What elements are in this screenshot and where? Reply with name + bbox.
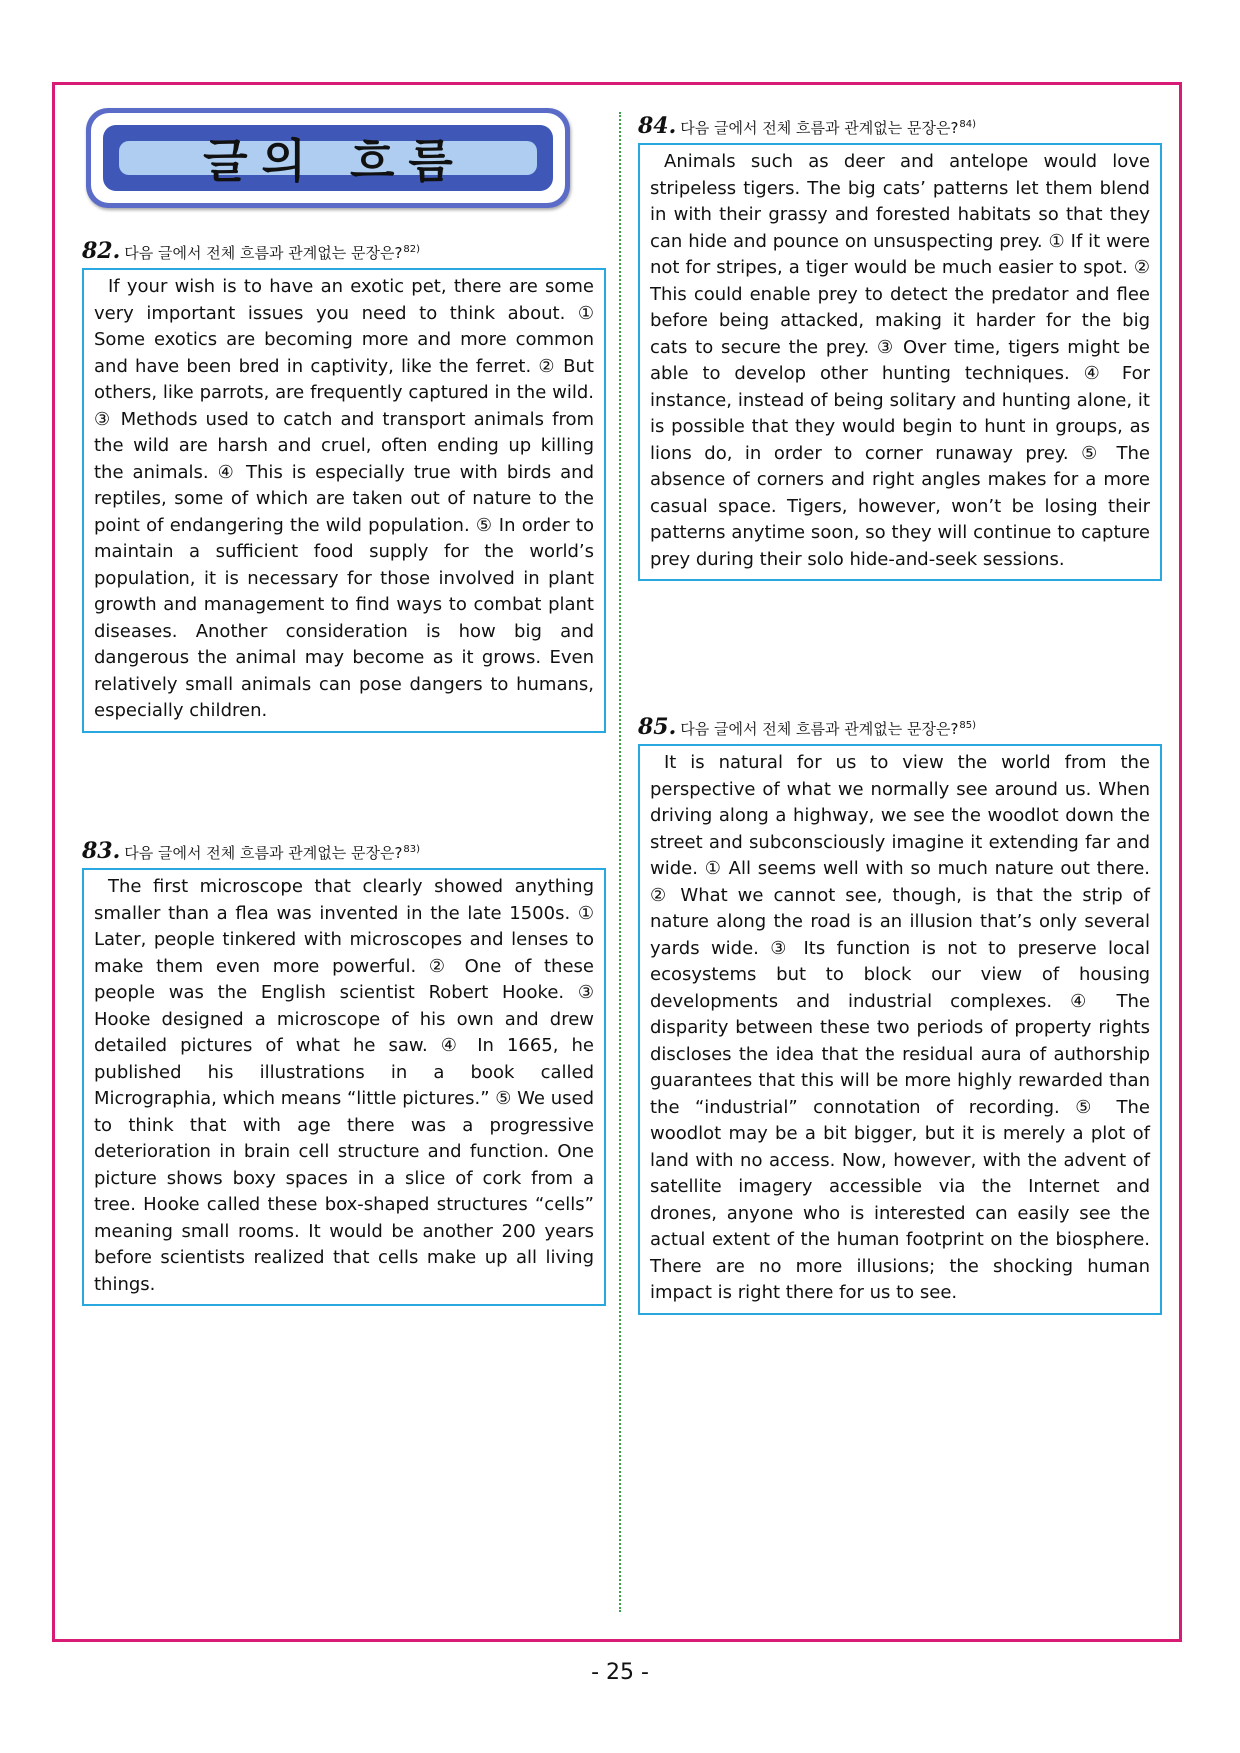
question-number: 85. [638,714,677,740]
question-85 [638,714,1162,1315]
question-number: 84. [638,113,677,139]
footnote-ref: 84) [959,119,977,130]
column-divider [619,112,621,1612]
question-prompt: 다음 글에서 전체 흐름과 관계없는 문장은?$^{84)}$ [680,119,977,137]
question-83 [82,838,606,1306]
section-banner [86,108,570,208]
question-header [82,238,606,268]
passage-box: Animals such as deer and antelope would love stripeless tigers. The big cats’ patterns let them blend in with their grassy and forested habitats so that they can hide and pounce on unsuspecting prey. ① If it were not for stripes, a tiger would be much easier to spot. ② This could enable prey to detect the predator and flee before being attacked, making it harder for the big cats to secure the prey. ③ Over time, tigers might be able to develop other hunting techniques. ④ For instance, instead of being solitary and hunting alone, it is possible that they would begin to hunt in groups, as lions do, in order to corner runaway prey. ⑤ The absence of corners and right angles makes for a more casual space. Tigers, however, won’t be losing their patterns anytime soon, so they will continue to capture prey during their solo hide-and-seek sessions. [638,143,1162,581]
question-header [638,714,1162,744]
passage-box: If your wish is to have an exotic pet, there are some very important issues you need to think about. ① Some exotics are becoming more and more common and have been bred in captivity, like the ferret. ② But others, like parrots, are frequently captured in the wild. ③ Methods used to catch and transport animals from the wild are harsh and cruel, often ending up killing the animals. ④ This is especially true with birds and reptiles, some of which are taken out of nature to the point of endangering the wild population. ⑤ In order to maintain a sufficient food supply for the world’s population, it is necessary for those involved in plant growth and management to find ways to combat plant diseases. Another consideration is how big and dangerous the animal may become as it grows. Even relatively small animals can pose dangers to humans, especially children. [82,268,606,733]
footnote-ref: 83) [403,844,421,855]
question-header [82,838,606,868]
question-number: 83. [82,838,121,864]
question-header [638,113,1162,143]
question-84 [638,113,1162,581]
passage-box: The first microscope that clearly showed anything smaller than a flea was invented in the late 1500s. ① Later, people tinkered with microscopes and lenses to make them even more powerful. ② One of these people was the English scientist Robert Hooke. ③ Hooke designed a microscope of his own and drew detailed pictures of what he saw. ④ In 1665, he published his illustrations in a book called Micrographia, which means “little pictures.” ⑤ We used to think that with age there was a progressive deterioration in brain cell structure and function. One picture shows boxy spaces in a slice of cork from a tree. Hooke called these box-shaped structures “cells” meaning small rooms. It would be another 200 years before scientists realized that cells make up all living things. [82,868,606,1306]
section-title: 글의 흐름 [203,134,467,188]
question-prompt: 다음 글에서 전체 흐름과 관계없는 문장은?$^{83)}$ [124,844,421,862]
page-number: - 25 - [591,1660,649,1685]
question-82 [82,238,606,733]
footnote-ref: 85) [959,720,977,731]
question-number: 82. [82,238,121,264]
footnote-ref: 82) [403,244,421,255]
question-prompt: 다음 글에서 전체 흐름과 관계없는 문장은?$^{85)}$ [680,720,977,738]
question-prompt: 다음 글에서 전체 흐름과 관계없는 문장은?$^{82)}$ [124,244,421,262]
passage-box: It is natural for us to view the world from the perspective of what we normally see around us. When driving along a highway, we see the woodlot down the street and subconsciously imagine it extending far and wide. ① All seems well with so much nature out there. ② What we cannot see, though, is that the strip of nature along the road is an illusion that’s only several yards wide. ③ Its function is not to preserve local ecosystems but to block our view of housing developments and industrial complexes. ④ The disparity between these two periods of property rights discloses the idea that the residual aura of authorship guarantees that this will be more highly rewarded than the “industrial” connotation of recording. ⑤ The woodlot may be a bit bigger, but it is merely a plot of land with no access. Now, however, with the advent of satellite imagery accessible via the Internet and drones, anyone who is interested can easily see the actual extent of the human footprint on the biosphere. There are no more illusions; the shocking human impact is right there for us to see. [638,744,1162,1315]
